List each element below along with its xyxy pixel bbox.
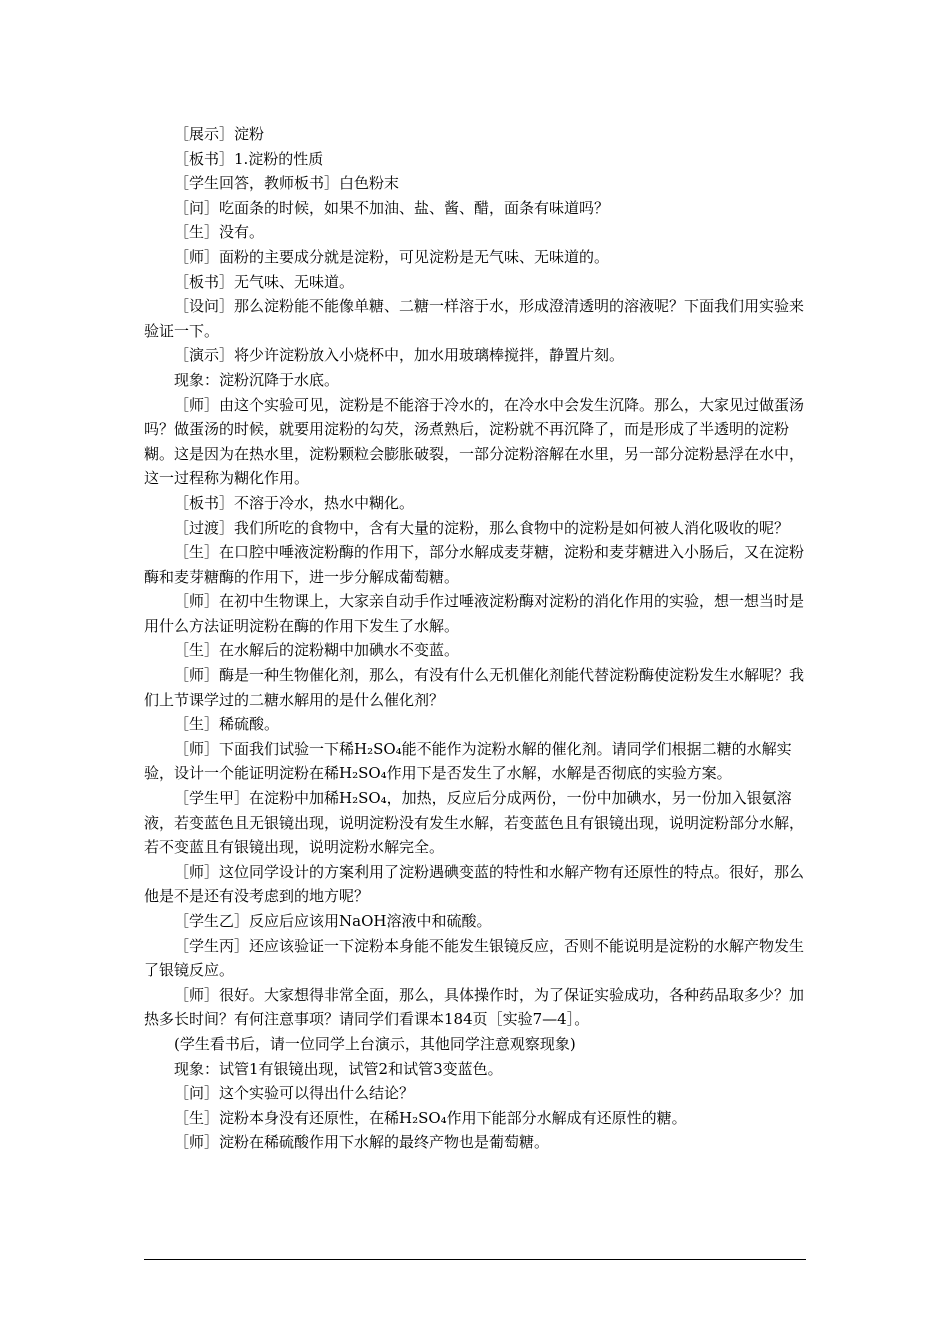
paragraph: ［学生丙］还应该验证一下淀粉本身能不能发生银镜反应，否则不能说明是淀粉的水解产物发生了银镜反应。 — [144, 936, 805, 980]
paragraph: ［师］这位同学设计的方案利用了淀粉遇碘变蓝的特性和水解产物有还原性的特点。很好，那么他是不是还有没考虑到的地方呢？ — [144, 862, 805, 906]
paragraph: ［学生甲］在淀粉中加稀H₂SO₄，加热，反应后分成两份，一份中加碘水，另一份加入银氨溶液，若变蓝色且无银镜出现，说明淀粉没有发生水解，若变蓝色且有银镜出现，说明淀粉部分水解，若不变蓝且有银镜出现，说明淀粉水解完全。 — [144, 789, 805, 857]
paragraph: ［生］稀硫酸。 — [174, 715, 280, 734]
paragraph: 现象：试管1有银镜出现，试管2和试管3变蓝色。 — [174, 1059, 503, 1078]
paragraph: ［问］吃面条的时候，如果不加油、盐、酱、醋，面条有味道吗？ — [174, 198, 610, 217]
paragraph: (学生看书后，请一位同学上台演示，其他同学注意观察现象) — [174, 1034, 576, 1053]
document-body — [144, 122, 810, 1155]
paragraph: ［师］淀粉在稀硫酸作用下水解的最终产物也是葡萄糖。 — [174, 1133, 550, 1152]
paragraph: ［师］酶是一种生物催化剂，那么，有没有什么无机催化剂能代替淀粉酶使淀粉发生水解呢？我们上节课学过的二糖水解用的是什么催化剂？ — [144, 666, 805, 709]
paragraph: ［问］这个实验可以得出什么结论？ — [174, 1084, 415, 1103]
paragraph: ［展示］淀粉 — [174, 125, 265, 143]
paragraph: ［板书］不溶于冷水，热水中糊化。 — [174, 493, 415, 512]
paragraph: ［板书］无气味、无味道。 — [174, 272, 355, 291]
paragraph: ［过渡］我们所吃的食物中，含有大量的淀粉，那么食物中的淀粉是如何被人消化吸收的呢？ — [174, 518, 790, 537]
paragraph: ［师］由这个实验可见，淀粉是不能溶于冷水的，在冷水中会发生沉降。那么，大家见过做蛋汤吗？做蛋汤的时候，就要用淀粉的勾芡，汤煮熟后，淀粉就不再沉降了，而是形成了半透明的淀粉糊。这是因为在热水里，淀粉颗粒会膨胀破裂，一部分淀粉溶解在水里，另一部分淀粉悬浮在水中，这一过程称为糊化作用。 — [144, 395, 805, 488]
paragraph: ［生］在水解后的淀粉糊中加碘水不变蓝。 — [174, 641, 460, 660]
paragraph: ［演示］将少许淀粉放入小烧杯中，加水用玻璃棒搅拌，静置片刻。 — [174, 346, 625, 365]
paragraph: ［学生乙］反应后应该用NaOH溶液中和硫酸。 — [174, 912, 492, 930]
paragraph: ［设问］那么淀粉能不能像单糖、二糖一样溶于水，形成澄清透明的溶液呢？下面我们用实验来验证一下。 — [144, 297, 805, 340]
paragraph: ［学生回答，教师板书］白色粉末 — [174, 174, 400, 193]
paragraph: ［师］面粉的主要成分就是淀粉，可见淀粉是无气味、无味道的。 — [174, 247, 610, 266]
footer-divider — [144, 1259, 806, 1260]
paragraph: 现象：淀粉沉降于水底。 — [174, 370, 340, 389]
paragraph: ［生］没有。 — [174, 223, 265, 242]
paragraph: ［师］在初中生物课上，大家亲自动手作过唾液淀粉酶对淀粉的消化作用的实验，想一想当时是用什么方法证明淀粉在酶的作用下发生了水解。 — [144, 592, 805, 635]
paragraph: ［师］很好。大家想得非常全面，那么，具体操作时，为了保证实验成功，各种药品取多少？加热多长时间？有何注意事项？请同学们看课本184页［实验7—4］。 — [144, 985, 805, 1029]
paragraph: ［师］下面我们试验一下稀H₂SO₄能不能作为淀粉水解的催化剂。请同学们根据二糖的水解实验，设计一个能证明淀粉在稀H₂SO₄作用下是否发生了水解，水解是否彻底的实验方案。 — [144, 739, 792, 783]
paragraph: ［生］在口腔中唾液淀粉酶的作用下，部分水解成麦芽糖，淀粉和麦芽糖进入小肠后，又在淀粉酶和麦芽糖酶的作用下，进一步分解成葡萄糖。 — [144, 543, 805, 586]
paragraph: ［生］淀粉本身没有还原性，在稀H₂SO₄作用下能部分水解成有还原性的糖。 — [174, 1108, 687, 1127]
paragraph: ［板书］1.淀粉的性质 — [174, 149, 324, 168]
